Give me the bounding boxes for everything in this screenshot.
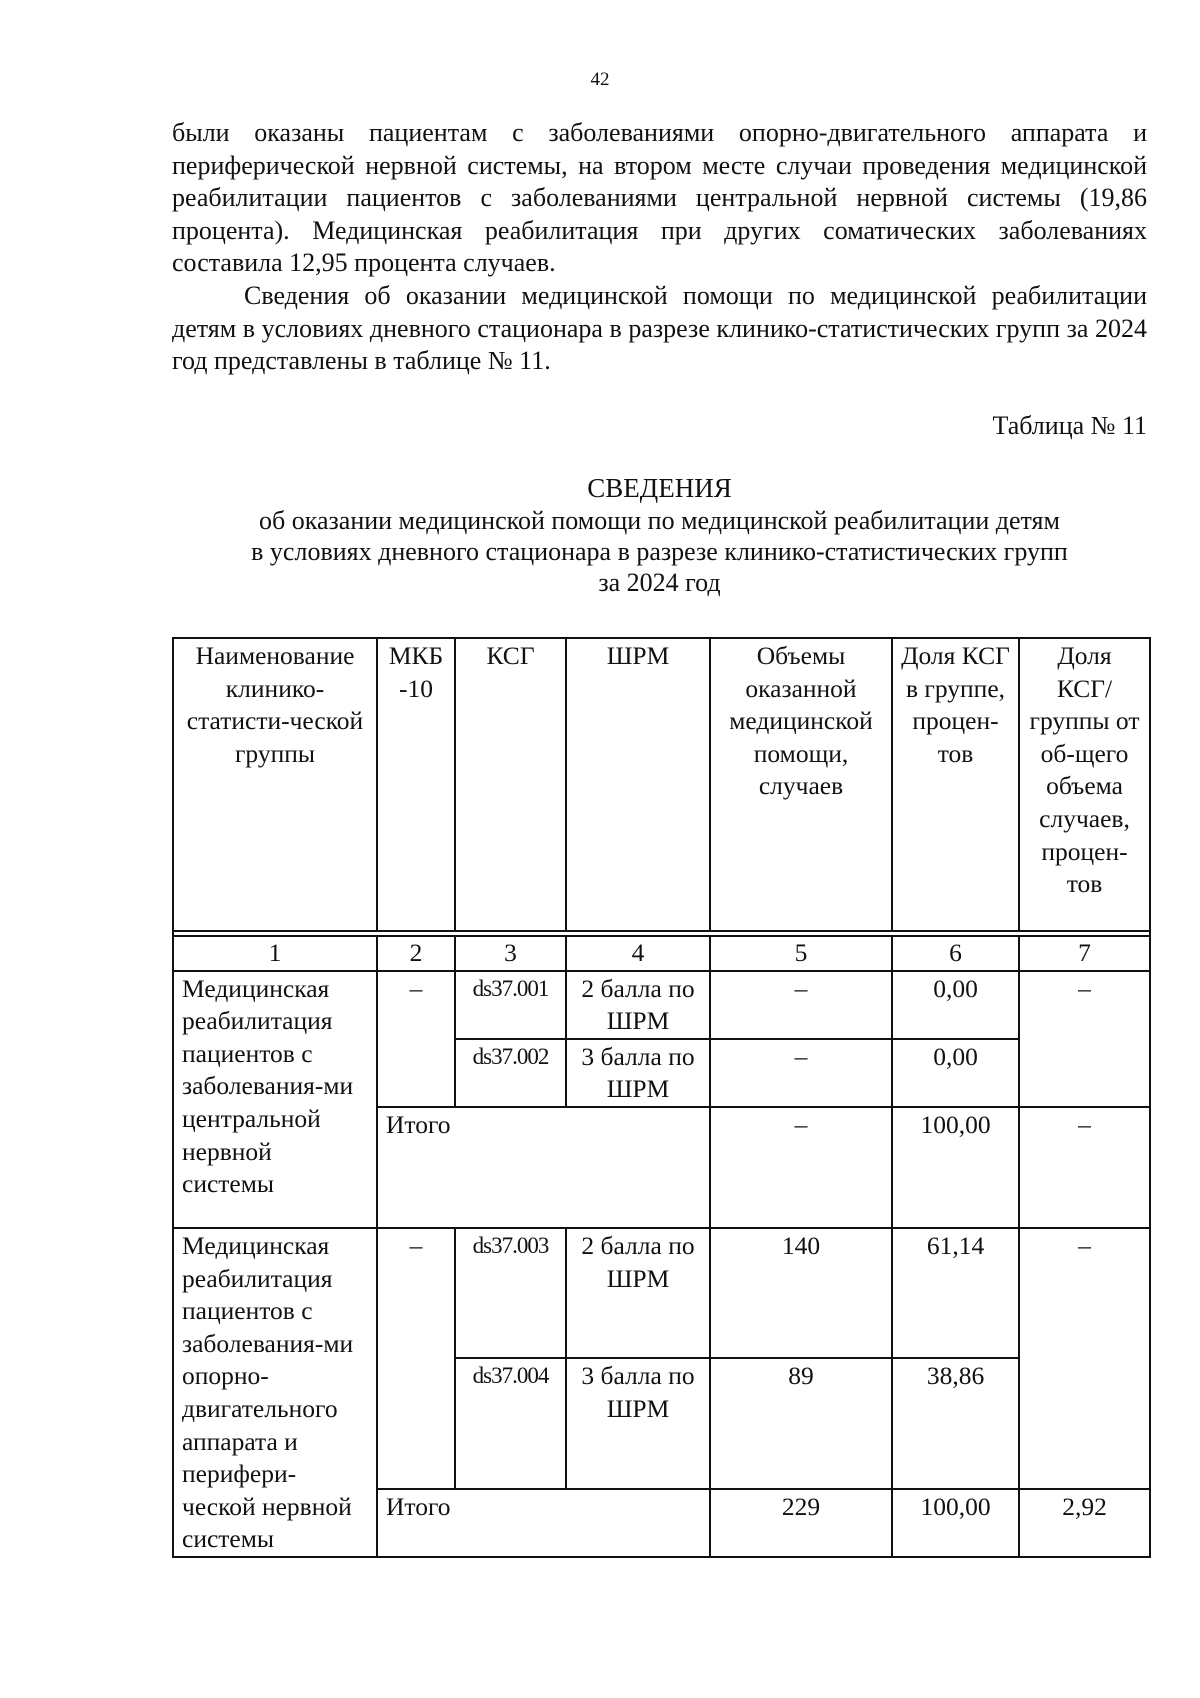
ksg-cell: ds37.002 — [455, 1039, 566, 1107]
shrm-cell: 3 балла по ШРМ — [566, 1039, 710, 1107]
shrm-cell: 2 балла по ШРМ — [566, 1228, 710, 1358]
total-share-group: 100,00 — [892, 1107, 1019, 1228]
column-header: ШРМ — [566, 638, 710, 931]
total-label: Итого — [377, 1107, 710, 1228]
column-header: МКБ-10 — [377, 638, 455, 931]
shrm-cell: 3 балла по ШРМ — [566, 1358, 710, 1488]
column-number: 5 — [710, 936, 892, 971]
volume-cell: 89 — [710, 1358, 892, 1488]
total-volume: – — [710, 1107, 892, 1228]
column-header: Доля КСГ/ группы от об-щего объема случаев, процен-тов — [1019, 638, 1150, 931]
table-heading — [172, 472, 1147, 598]
column-number: 6 — [892, 936, 1019, 971]
ksg-cell: ds37.003 — [455, 1228, 566, 1358]
share-group-cell: 38,86 — [892, 1358, 1019, 1488]
group-name: Медицинская реабилитация пациентов с заболевания-ми центральной нервной системы — [173, 971, 377, 1228]
share-total-cell: – — [1019, 971, 1150, 1107]
column-header: Наименование клинико-статисти-ческой группы — [173, 638, 377, 931]
column-number: 7 — [1019, 936, 1150, 971]
table-row — [173, 1228, 1150, 1358]
table-number: Таблица № 11 — [992, 411, 1147, 440]
column-header: Доля КСГ в группе, процен-тов — [892, 638, 1019, 931]
total-share-total: – — [1019, 1107, 1150, 1228]
column-number: 3 — [455, 936, 566, 971]
icd-cell: – — [377, 971, 455, 1107]
column-numbers-row — [173, 936, 1150, 971]
icd-cell: – — [377, 1228, 455, 1489]
volume-cell: – — [710, 971, 892, 1039]
paragraph-1: были оказаны пациентам с заболеваниями опорно-двигательного аппарата и периферической нервной системы, на втором месте случаи проведения медицинской реабилитации пациентов с заболеваниями центральной нервной системы (19,86 процента). Медицинская реабилитация при других соматических заболеваниях составила 12,95 процента случаев. — [172, 118, 1147, 278]
heading-line-2: в условиях дневного стационара в разрезе клинико-статистических групп — [251, 537, 1068, 566]
share-total-cell: – — [1019, 1228, 1150, 1489]
column-number: 2 — [377, 936, 455, 971]
share-group-cell: 0,00 — [892, 1039, 1019, 1107]
ksg-cell: ds37.004 — [455, 1358, 566, 1488]
column-header: Объемы оказанной медицинской помощи, случаев — [710, 638, 892, 931]
group-name: Медицинская реабилитация пациентов с заболевания-ми опорно-двигательного аппарата и перифери-ческой нервной системы — [173, 1228, 377, 1557]
total-volume: 229 — [710, 1489, 892, 1557]
ksg-cell: ds37.001 — [455, 971, 566, 1039]
shrm-cell: 2 балла по ШРМ — [566, 971, 710, 1039]
volume-cell: 140 — [710, 1228, 892, 1358]
table-row — [173, 971, 1150, 1039]
total-label: Итого — [377, 1489, 710, 1557]
heading-line-3: за 2024 год — [598, 568, 721, 597]
rehab-table — [172, 637, 1151, 1558]
total-share-group: 100,00 — [892, 1489, 1019, 1557]
column-number: 4 — [566, 936, 710, 971]
total-share-total: 2,92 — [1019, 1489, 1150, 1557]
share-group-cell: 61,14 — [892, 1228, 1019, 1358]
heading-title: СВЕДЕНИЯ — [587, 473, 732, 503]
column-number: 1 — [173, 936, 377, 971]
page-number: 42 — [590, 69, 610, 90]
volume-cell: – — [710, 1039, 892, 1107]
heading-line-1: об оказании медицинской помощи по медицинской реабилитации детям — [259, 506, 1060, 535]
share-group-cell: 0,00 — [892, 971, 1019, 1039]
paragraph-2: Сведения об оказании медицинской помощи по медицинской реабилитации детям в условиях дневного стационара в разрезе клинико-статистических групп за 2024 год представлены в таблице № 11. — [172, 281, 1147, 376]
column-header: КСГ — [455, 638, 566, 931]
table-header-row — [173, 638, 1150, 931]
